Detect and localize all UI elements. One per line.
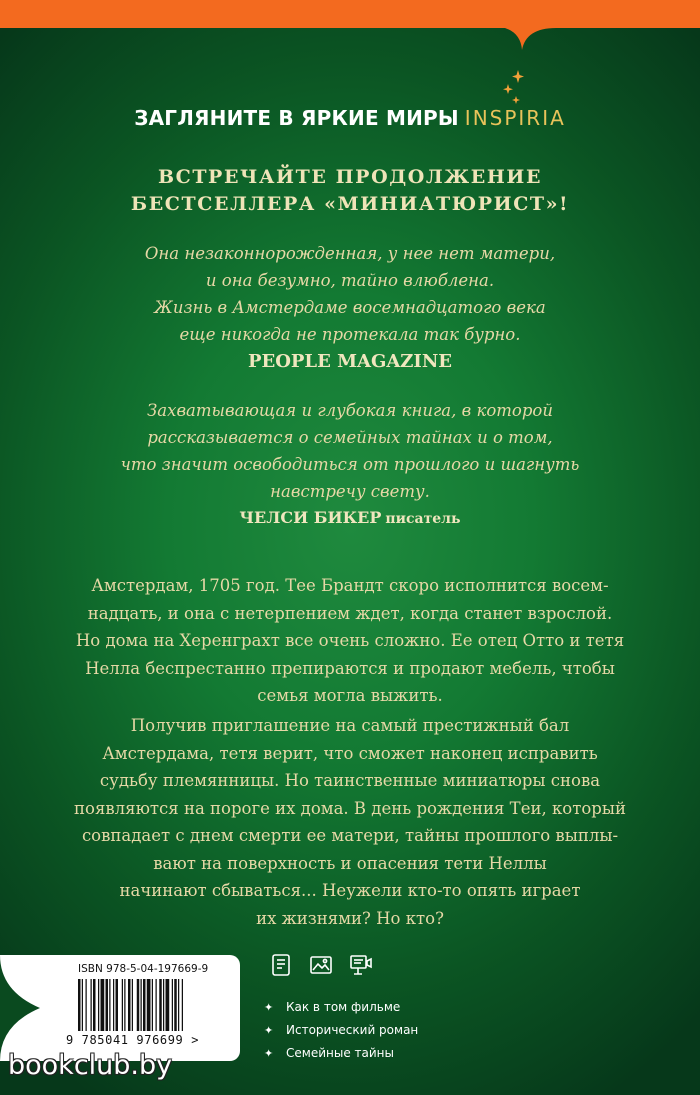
- top-bookmark-notch: [0, 0, 700, 60]
- star-bullet-icon: ✦: [264, 1047, 274, 1060]
- feature-item: [264, 1042, 418, 1065]
- series-header-title: ЗАГЛЯНИТЕ В ЯРКИЕ МИРЫ: [134, 106, 459, 130]
- quote-line: еще никогда не протекала так бурно.: [179, 325, 521, 344]
- headline: [0, 164, 700, 218]
- paragraph-line: судьбу племянницы. Но таинственные миниатюры снова: [99, 771, 601, 790]
- series-header: [0, 106, 700, 130]
- paragraph-line: надцать, и она с нетерпением ждет, когда станет взрослой.: [87, 603, 613, 623]
- star-bullet-icon: ✦: [264, 1024, 274, 1037]
- quote-line: Захватывающая и глубокая книга, в которой: [147, 401, 553, 420]
- presentation-icon: [348, 952, 374, 978]
- feature-item: [264, 1019, 418, 1042]
- paragraph-line: Амстердама, тетя верит, что сможет наконец исправить: [102, 743, 598, 763]
- quote-line: что значит освободиться от прошлого и шагнуть: [120, 455, 580, 474]
- quote-line: Она незаконнорожденная, у нее нет матери,: [144, 244, 556, 263]
- quote-line: Жизнь в Амстердаме восемнадцатого века: [154, 298, 546, 317]
- brand-name: INSPIRIA: [464, 106, 566, 130]
- isbn-label: ISBN 978-5-04-197669-9: [78, 963, 209, 975]
- paragraph-line: Получив приглашение на самый престижный бал: [130, 716, 570, 735]
- site-watermark: bookclub.by: [8, 1050, 173, 1081]
- headline-line: ВСТРЕЧАЙТЕ ПРОДОЛЖЕНИЕ: [157, 166, 543, 188]
- feature-label: Семейные тайны: [286, 1046, 394, 1060]
- quote-author: ЧЕЛСИ БИКЕР: [239, 508, 382, 527]
- paragraph-line: Амстердам, 1705 год. Тее Брандт скоро исполнится восем-: [91, 576, 609, 595]
- format-icons: [268, 952, 374, 978]
- review-quote-2: [40, 397, 660, 505]
- quote-line: рассказывается о семейных тайнах и о том,: [147, 428, 553, 447]
- quote-line: и она безумно, тайно влюблена.: [205, 271, 495, 290]
- feature-list: [264, 996, 418, 1065]
- paragraph-line: появляются на пороге их дома. В день рождения Теи, который: [74, 798, 626, 818]
- paragraph-line: совпадает с днем смерти ее матери, тайны прошлого выплы-: [81, 826, 619, 845]
- ebook-icon: [268, 952, 294, 978]
- barcode-notch: [0, 955, 60, 1061]
- quote-author-role: писатель: [385, 511, 461, 527]
- paragraph-line: Но дома на Херенграхт все очень сложно. Ее отец Отто и тетя: [75, 631, 625, 650]
- paragraph-line: семья могла выжить.: [257, 686, 443, 705]
- synopsis-paragraph-1: [30, 572, 670, 710]
- star-bullet-icon: ✦: [264, 1001, 274, 1014]
- feature-item: [264, 996, 418, 1019]
- barcode: [78, 979, 224, 1031]
- feature-label: Исторический роман: [286, 1023, 419, 1037]
- paragraph-line: их жизнями? Но кто?: [256, 908, 444, 928]
- feature-label: Как в том фильме: [286, 1000, 401, 1014]
- synopsis-paragraph-2: [30, 712, 670, 932]
- ean-digits: 9 785041 976699 >: [66, 1033, 200, 1047]
- image-icon: [308, 952, 334, 978]
- quote-attribution-2: [0, 508, 700, 527]
- quote-attribution-1: PEOPLE MAGAZINE: [247, 351, 453, 372]
- paragraph-line: Нелла беспрестанно препираются и продают мебель, чтобы: [85, 658, 615, 678]
- paragraph-line: начинают сбываться... Неужели кто-то опять играет: [119, 881, 581, 900]
- headline-line: БЕСТСЕЛЛЕРА «МИНИАТЮРИСТ»!: [130, 193, 570, 215]
- quote-line: навстречу свету.: [270, 482, 430, 501]
- review-quote-1: [40, 240, 660, 348]
- paragraph-line: вают на поверхность и опасения тети Неллы: [153, 853, 547, 873]
